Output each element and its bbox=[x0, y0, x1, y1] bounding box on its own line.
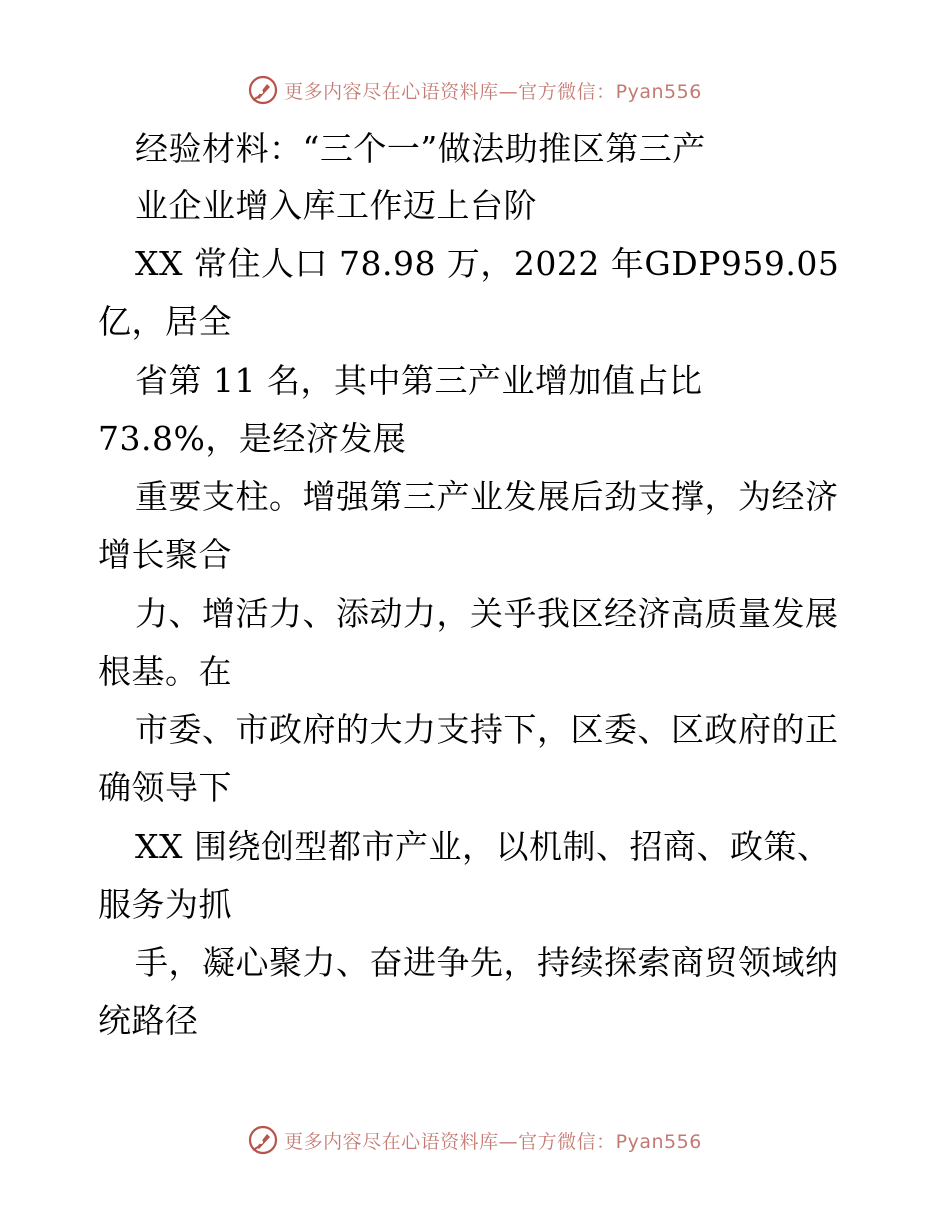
title-line-1: 经验材料：“三个一”做法助推区第三产 bbox=[135, 129, 706, 168]
footer-banner-text: 更多内容尽在心语资料库—官方微信：Pyan556 bbox=[284, 1130, 702, 1153]
body-line: XX 围绕创型都市产业，以机制、招商、政策、 bbox=[135, 827, 831, 866]
body-line: 手，凝心聚力、奋进争先，持续探索商贸领域纳 bbox=[135, 943, 839, 982]
body-line: 增长聚合 bbox=[98, 535, 232, 574]
body-line: 重要支柱。增强第三产业发展后劲支撑，为经济 bbox=[135, 477, 839, 516]
body-line: 亿，居全 bbox=[98, 302, 232, 341]
body-line: 省第 11 名，其中第三产业增加值占比 bbox=[135, 361, 703, 400]
body-line: 市委、市政府的大力支持下，区委、区政府的正 bbox=[135, 710, 839, 749]
footer-banner bbox=[0, 1120, 950, 1160]
body-line: 73.8%，是经济发展 bbox=[98, 419, 407, 458]
body-line: 力、增活力、添动力，关乎我区经济高质量发展 bbox=[135, 594, 839, 633]
header-banner-text: 更多内容尽在心语资料库—官方微信：Pyan556 bbox=[284, 80, 702, 103]
body-line: 确领导下 bbox=[98, 768, 232, 807]
pen-nib-logo-icon bbox=[248, 1125, 278, 1155]
body-line: 统路径 bbox=[98, 1001, 199, 1040]
title-line-2: 业企业增入库工作迈上台阶 bbox=[135, 186, 537, 225]
body-line: 服务为抓 bbox=[98, 885, 232, 924]
body-line: XX 常住人口 78.98 万，2022 年GDP959.05 bbox=[135, 244, 840, 283]
body-line: 根基。在 bbox=[98, 652, 232, 691]
